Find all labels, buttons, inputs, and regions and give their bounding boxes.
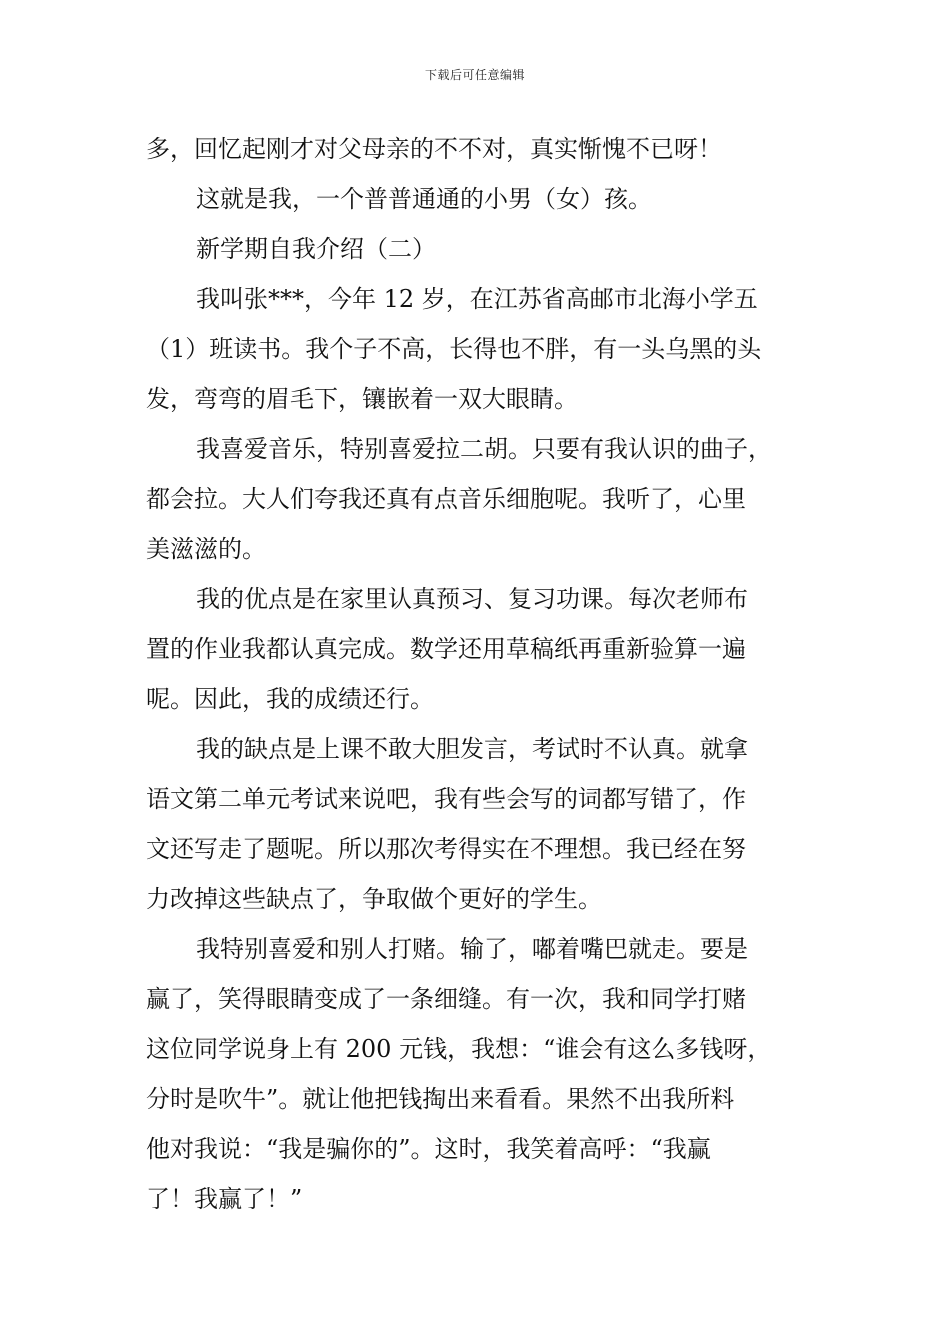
text-line-13: 我的缺点是上课不敢大胆发言，考试时不认真。就拿 <box>196 735 748 763</box>
page-header: 下载后可任意编辑 <box>424 68 525 82</box>
document-body <box>146 124 836 1224</box>
text-line-1: 多，回忆起刚才对父母亲的不不对，真实惭愧不已呀！ <box>146 135 722 163</box>
text-line-11: 置的作业我都认真完成。数学还用草稿纸再重新验算一遍 <box>146 635 746 663</box>
text-line-21: 他对我说：“我是骗你的”。这时，我笑着高呼：“我赢 <box>146 1135 711 1163</box>
text-line-18: 赢了，笑得眼睛变成了一条细缝。有一次，我和同学打赌 <box>146 985 746 1013</box>
text-line-12: 呢。因此，我的成绩还行。 <box>146 685 434 713</box>
text-line-22: 了！我赢了！” <box>146 1185 303 1213</box>
text-line-2: 这就是我，一个普普通通的小男（女）孩。 <box>196 185 652 213</box>
text-line-4: 我叫张***，今年 12 岁，在江苏省高邮市北海小学五 <box>196 285 758 313</box>
text-line-16: 力改掉这些缺点了，争取做个更好的学生。 <box>146 885 602 913</box>
section-heading: 新学期自我介绍（二） <box>196 235 436 263</box>
text-line-7: 我喜爱音乐，特别喜爱拉二胡。只要有我认识的曲子， <box>196 435 772 463</box>
text-line-14: 语文第二单元考试来说吧，我有些会写的词都写错了，作 <box>146 785 746 813</box>
text-line-17: 我特别喜爱和别人打赌。输了，嘟着嘴巴就走。要是 <box>196 935 748 963</box>
text-line-10: 我的优点是在家里认真预习、复习功课。每次老师布 <box>196 585 748 613</box>
text-line-20: 分时是吹牛”。就让他把钱掏出来看看。果然不出我所料 <box>146 1085 735 1113</box>
text-line-9: 美滋滋的。 <box>146 535 266 563</box>
text-line-8: 都会拉。大人们夸我还真有点音乐细胞呢。我听了，心里 <box>146 485 746 513</box>
text-line-5: （1）班读书。我个子不高，长得也不胖，有一头乌黑的头 <box>146 335 762 363</box>
text-line-6: 发，弯弯的眉毛下，镶嵌着一双大眼睛。 <box>146 385 578 413</box>
text-line-15: 文还写走了题呢。所以那次考得实在不理想。我已经在努 <box>146 835 746 863</box>
text-line-19: 这位同学说身上有 200 元钱，我想：“谁会有这么多钱呀， <box>146 1035 772 1063</box>
